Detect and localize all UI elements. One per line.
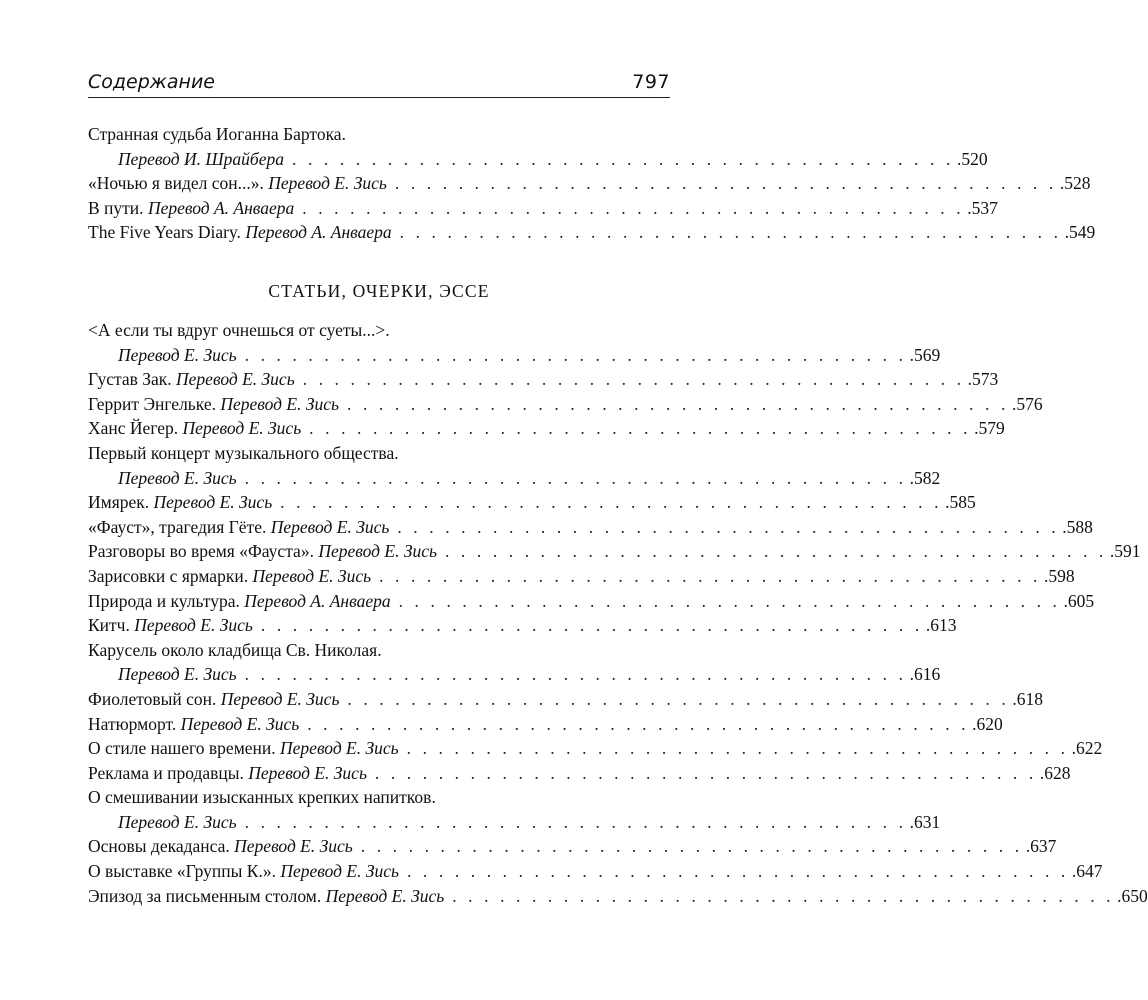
- dot-leader: . . . . . . . . . . . . . . . . . . . . . . . . . . . . . . . . . . . . . . . . . .: [244, 664, 907, 685]
- toc-entry: [88, 515, 1093, 540]
- dot-leader: . . . . . . . . . . . . . . . . . . . . . . . . . . . . . . . . . . . . . . . . . .: [244, 467, 907, 488]
- toc-entry: [88, 834, 1057, 859]
- entry-translator: Перевод Е. Зись: [220, 393, 339, 414]
- entry-page-number: .637: [1025, 836, 1057, 857]
- entry-translator: Перевод Е. Зись: [252, 565, 372, 586]
- entry-page-number: .613: [925, 615, 957, 636]
- entry-translator: Перевод Е. Зись: [180, 713, 300, 734]
- entry-page-number: .622: [1071, 738, 1103, 759]
- toc-entry: [88, 539, 1141, 564]
- entry-translator: Перевод Е. Зись: [234, 836, 353, 857]
- entry-translator: Перевод Е. Зись: [280, 738, 399, 759]
- entry-translator: Перевод Е. Зись: [268, 173, 387, 194]
- entry-page-number: .537: [967, 197, 998, 218]
- toc-section-2: [88, 318, 1148, 908]
- dot-leader: . . . . . . . . . . . . . . . . . . . . . . . . . . . . . . . . . . . . . . . . . .: [302, 369, 965, 390]
- entry-title: Ханс Йегер.: [88, 418, 183, 439]
- toc-entry: [88, 859, 1103, 884]
- dot-leader: . . . . . . . . . . . . . . . . . . . . . . . . . . . . . . . . . . . . . . . . . .: [302, 197, 965, 218]
- entry-title: В пути.: [88, 197, 148, 218]
- toc-entry: [88, 736, 1103, 761]
- entry-page-number: .573: [967, 369, 999, 390]
- entry-translator: Перевод А. Анваера: [245, 222, 392, 243]
- entry-title: О стиле нашего времени.: [88, 738, 281, 759]
- entry-title: Природа и культура.: [88, 590, 245, 611]
- toc-entry: [88, 147, 988, 172]
- entry-title: Разговоры во время «Фауста».: [88, 541, 319, 562]
- entry-translator: Перевод И. Шрайбера: [118, 148, 284, 169]
- dot-leader: . . . . . . . . . . . . . . . . . . . . . . . . . . . . . . . . . . . . . . . . . .: [374, 762, 1037, 783]
- entry-translator: Перевод Е. Зись: [220, 688, 340, 709]
- toc-entry: [88, 220, 1096, 245]
- entry-translator: Перевод Е. Зись: [325, 885, 445, 906]
- dot-leader: . . . . . . . . . . . . . . . . . . . . . . . . . . . . . . . . . . . . . . . . . .: [292, 148, 954, 169]
- entry-page-number: .628: [1039, 762, 1071, 783]
- entry-page-number: .605: [1063, 590, 1095, 611]
- dot-leader: . . . . . . . . . . . . . . . . . . . . . . . . . . . . . . . . . . . . . . . . . .: [406, 861, 1069, 882]
- entry-page-number: .579: [974, 418, 1005, 439]
- toc-entry: [88, 589, 1095, 614]
- entry-page-number: .631: [909, 811, 941, 832]
- toc-entry: [88, 466, 941, 491]
- entry-title: <А если ты вдруг очнешься от суеты...>.: [88, 320, 390, 340]
- entry-page-number: .569: [909, 344, 941, 365]
- entry-title: Натюрморт.: [88, 713, 181, 734]
- entry-title: Густав Зак.: [88, 369, 177, 390]
- toc-entry: [88, 343, 941, 368]
- toc-entry: [88, 318, 670, 343]
- entry-page-number: .591: [1109, 541, 1141, 562]
- section-heading: СТАТЬИ, ОЧЕРКИ, ЭССЕ: [268, 281, 490, 301]
- dot-leader: . . . . . . . . . . . . . . . . . . . . . . . . . . . . . . . . . . . . . . . . . .: [398, 590, 1061, 611]
- dot-leader: . . . . . . . . . . . . . . . . . . . . . . . . . . . . . . . . . . . . . . . . . .: [309, 418, 972, 439]
- entry-page-number: .618: [1012, 688, 1043, 709]
- toc-entry: [88, 122, 670, 147]
- entry-translator: Перевод Е. Зись: [118, 664, 237, 685]
- toc-entry: [88, 662, 941, 687]
- toc-entry: [88, 367, 999, 392]
- entry-translator: Перевод Е. Зись: [118, 467, 237, 488]
- page-number: 797: [632, 71, 670, 93]
- entry-title: Эпизод за письменным столом.: [88, 885, 326, 906]
- dot-leader: . . . . . . . . . . . . . . . . . . . . . . . . . . . . . . . . . . . . . . . . . .: [307, 713, 970, 734]
- dot-leader: . . . . . . . . . . . . . . . . . . . . . . . . . . . . . . . . . . . . . . . . . .: [360, 836, 1023, 857]
- dot-leader: . . . . . . . . . . . . . . . . . . . . . . . . . . . . . . . . . . . . . . . . . .: [452, 885, 1115, 906]
- toc-entry: [88, 785, 670, 810]
- toc-entry: [88, 416, 1005, 441]
- book-page: [88, 0, 1148, 1000]
- dot-leader: . . . . . . . . . . . . . . . . . . . . . . . . . . . . . . . . . . . . . . . . . .: [379, 565, 1042, 586]
- entry-title: Имярек.: [88, 492, 154, 513]
- toc-entry: [88, 687, 1043, 712]
- entry-title: Первый концерт музыкального общества.: [88, 442, 399, 463]
- entry-page-number: .528: [1059, 173, 1091, 194]
- toc-entry: [88, 171, 1091, 196]
- entry-page-number: .620: [972, 713, 1003, 734]
- entry-translator: Перевод Е. Зись: [134, 615, 253, 636]
- toc-section-1: [88, 122, 1096, 245]
- toc-entry: [88, 761, 1071, 786]
- dot-leader: . . . . . . . . . . . . . . . . . . . . . . . . . . . . . . . . . . . . . . . . . .: [444, 541, 1107, 562]
- entry-translator: Перевод Е. Зись: [153, 492, 273, 513]
- entry-translator: Перевод Е. Зись: [270, 516, 390, 537]
- dot-leader: . . . . . . . . . . . . . . . . . . . . . . . . . . . . . . . . . . . . . . . . . .: [347, 393, 1009, 414]
- entry-page-number: .650: [1117, 885, 1148, 906]
- entry-title: Китч.: [88, 615, 135, 636]
- entry-title: О выставке «Группы К.».: [88, 861, 281, 882]
- entry-title: Геррит Энгельке.: [88, 393, 221, 414]
- entry-page-number: .549: [1064, 222, 1096, 243]
- toc-entry: [88, 564, 1075, 589]
- toc-entry: [88, 712, 1003, 737]
- entry-title: Фиолетовый сон.: [88, 688, 221, 709]
- entry-title: Реклама и продавцы.: [88, 762, 249, 783]
- entry-translator: Перевод Е. Зись: [182, 418, 302, 439]
- dot-leader: . . . . . . . . . . . . . . . . . . . . . . . . . . . . . . . . . . . . . . . . . .: [280, 492, 943, 513]
- toc-entry: [88, 884, 1148, 909]
- entry-title: Зарисовки с ярмарки.: [88, 565, 253, 586]
- dot-leader: . . . . . . . . . . . . . . . . . . . . . . . . . . . . . . . . . . . . . . . . . .: [244, 344, 907, 365]
- entry-page-number: .588: [1062, 516, 1093, 537]
- entry-page-number: .647: [1071, 861, 1103, 882]
- entry-translator: Перевод А. Анваера: [244, 590, 391, 611]
- toc-entry: [88, 810, 941, 835]
- entry-page-number: .520: [956, 148, 988, 169]
- entry-page-number: .582: [909, 467, 941, 488]
- entry-page-number: .585: [945, 492, 976, 513]
- entry-title: «Фауст», трагедия Гёте.: [88, 516, 271, 537]
- toc-entry: [88, 392, 1043, 417]
- dot-leader: . . . . . . . . . . . . . . . . . . . . . . . . . . . . . . . . . . . . . . . . . .: [397, 516, 1060, 537]
- entry-page-number: .616: [909, 664, 941, 685]
- entry-translator: Перевод А. Анваера: [147, 197, 295, 218]
- dot-leader: . . . . . . . . . . . . . . . . . . . . . . . . . . . . . . . . . . . . . . . . . .: [394, 173, 1057, 194]
- running-title: Содержание: [88, 71, 215, 93]
- toc-entry: [88, 638, 670, 663]
- toc-entry: [88, 490, 976, 515]
- dot-leader: . . . . . . . . . . . . . . . . . . . . . . . . . . . . . . . . . . . . . . . . . .: [244, 811, 907, 832]
- toc-entry: [88, 441, 670, 466]
- entry-page-number: .598: [1044, 565, 1075, 586]
- entry-translator: Перевод Е. Зись: [118, 344, 237, 365]
- entry-title: «Ночью я видел сон...».: [88, 173, 269, 194]
- toc-entry: [88, 613, 957, 638]
- entry-title: Странная судьба Иоганна Бартока.: [88, 124, 346, 144]
- dot-leader: . . . . . . . . . . . . . . . . . . . . . . . . . . . . . . . . . . . . . . . . . .: [399, 222, 1062, 243]
- running-header: [88, 71, 670, 98]
- entry-translator: Перевод Е. Зись: [118, 811, 237, 832]
- entry-page-number: .576: [1011, 393, 1043, 414]
- entry-title: The Five Years Diary.: [88, 222, 246, 243]
- dot-leader: . . . . . . . . . . . . . . . . . . . . . . . . . . . . . . . . . . . . . . . . . .: [260, 615, 923, 636]
- dot-leader: . . . . . . . . . . . . . . . . . . . . . . . . . . . . . . . . . . . . . . . . . .: [347, 688, 1010, 709]
- entry-translator: Перевод Е. Зись: [280, 861, 399, 882]
- entry-translator: Перевод Е. Зись: [176, 369, 295, 390]
- entry-title: Основы декаданса.: [88, 836, 235, 857]
- dot-leader: . . . . . . . . . . . . . . . . . . . . . . . . . . . . . . . . . . . . . . . . . .: [406, 738, 1069, 759]
- entry-translator: Перевод Е. Зись: [248, 762, 367, 783]
- entry-title: Карусель около кладбища Св. Николая.: [88, 639, 382, 660]
- entry-translator: Перевод Е. Зись: [318, 541, 437, 562]
- entry-title: О смешивании изысканных крепких напитков.: [88, 787, 436, 808]
- toc-entry: [88, 196, 998, 221]
